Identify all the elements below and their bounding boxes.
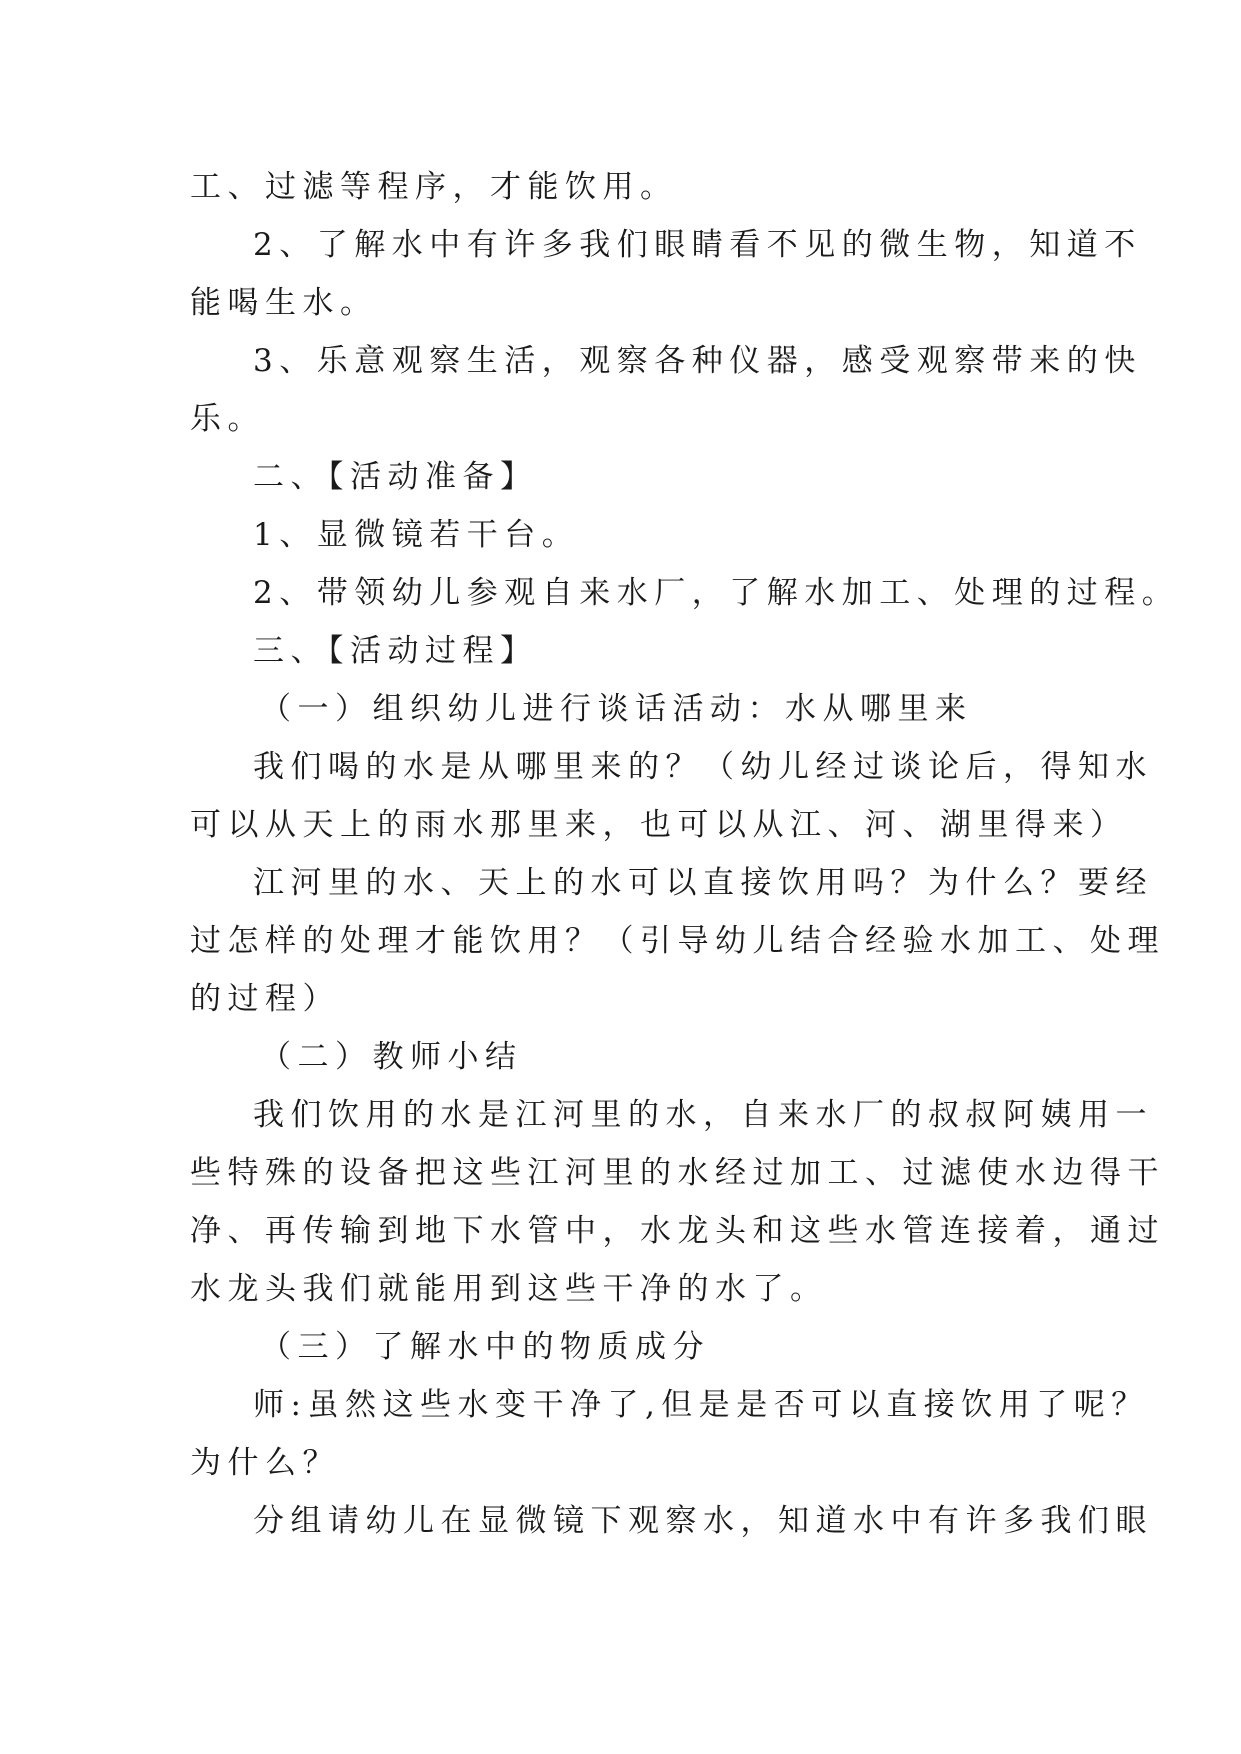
body-line: 能喝生水。 [190,285,378,321]
subsection-heading: （一）组织幼儿进行谈话活动：水从哪里来 [260,691,973,727]
subsection-heading: （三）了解水中的物质成分 [260,1329,710,1365]
body-line: 师:虽然这些水变干净了,但是是否可以直接饮用了呢？ [253,1387,1149,1423]
body-line: 我们饮用的水是江河里的水，自来水厂的叔叔阿姨用一 [253,1097,1153,1133]
body-line: 过怎样的处理才能饮用？（引导幼儿结合经验水加工、处理 [190,923,1165,959]
body-line: 的过程） [190,981,340,1017]
body-line: 可以从天上的雨水那里来，也可以从江、河、湖里得来） [190,807,1128,843]
body-line: 1、显微镜若干台。 [253,517,580,553]
body-line: 2、了解水中有许多我们眼睛看不见的微生物，知道不 [253,227,1142,263]
body-line: 水龙头我们就能用到这些干净的水了。 [190,1271,828,1307]
body-line: 净、再传输到地下水管中，水龙头和这些水管连接着，通过 [190,1213,1165,1249]
document-body [190,158,1180,1550]
body-line: 工、过滤等程序，才能饮用。 [190,169,678,205]
section-heading: 三、【活动过程】 [253,633,538,669]
section-heading: 二、【活动准备】 [253,459,538,495]
body-line: 乐。 [190,401,265,437]
body-line: 2、带领幼儿参观自来水厂，了解水加工、处理的过程。 [253,575,1180,611]
body-line: 江河里的水、天上的水可以直接饮用吗？为什么？要经 [253,865,1153,901]
body-line: 分组请幼儿在显微镜下观察水，知道水中有许多我们眼 [253,1503,1153,1539]
body-line: 我们喝的水是从哪里来的？（幼儿经过谈论后，得知水 [253,749,1153,785]
body-line: 3、乐意观察生活，观察各种仪器，感受观察带来的快 [253,343,1142,379]
body-line: 些特殊的设备把这些江河里的水经过加工、过滤使水边得干 [190,1155,1165,1191]
subsection-heading: （二）教师小结 [260,1039,523,1075]
body-line: 为什么？ [190,1445,340,1481]
